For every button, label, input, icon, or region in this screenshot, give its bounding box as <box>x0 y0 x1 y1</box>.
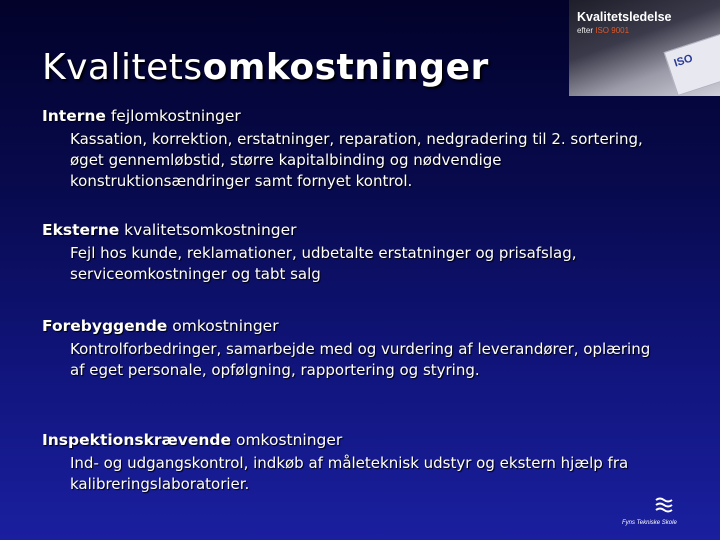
section-heading <box>42 430 662 450</box>
brand-logo <box>569 0 720 96</box>
section-heading-bold: Forebyggende <box>42 317 168 335</box>
section-text: Kassation, korrektion, erstatninger, reparation, nedgradering til 2. sortering, øget gennemløbstid, større kapitalbinding og nødvendige konstruktionsændringer samt fornyet kontrol. <box>70 130 643 190</box>
section-text: Kontrolforbedringer, samarbejde med og vurdering af leverandører, oplæring af eget personale, opfølgning, rapportering og styring. <box>70 340 651 379</box>
slide-title <box>42 46 489 90</box>
wave-logo-icon <box>654 496 676 516</box>
section-heading-rest: omkostninger <box>167 317 279 335</box>
brand-subtitle-prefix: efter <box>577 26 596 35</box>
section-external <box>42 220 662 285</box>
section-heading-rest: fejlomkostninger <box>105 107 241 125</box>
section-heading-bold: Inspektionskrævende <box>42 431 232 449</box>
section-heading-rest: kvalitetsomkostninger <box>119 221 297 239</box>
footer-logo-text: Fyns Tekniske Skole <box>622 520 677 526</box>
iso-stamp: ISO <box>672 52 695 70</box>
section-heading-bold: Interne <box>42 107 106 125</box>
section-inspection <box>42 430 662 495</box>
section-heading-rest: omkostninger <box>231 431 343 449</box>
brand-subtitle-accent: ISO 9001 <box>595 26 630 35</box>
slide-title-light: Kvalitets <box>42 47 203 88</box>
section-preventive <box>42 316 662 381</box>
brand-title: Kvalitetsledelse <box>577 10 672 24</box>
section-text: Ind- og udgangskontrol, indkøb af måleteknisk udstyr og ekstern hjælp fra kalibreringslaboratorier. <box>70 454 629 493</box>
section-internal <box>42 106 662 192</box>
section-heading <box>42 316 662 336</box>
section-heading <box>42 106 662 126</box>
section-text: Fejl hos kunde, reklamationer, udbetalte erstatninger og prisafslag, serviceomkostninger og tabt salg <box>70 244 577 283</box>
slide-title-bold: omkostninger <box>202 47 489 88</box>
footer-logo <box>616 496 696 528</box>
section-heading-bold: Eksterne <box>42 221 120 239</box>
section-heading <box>42 220 662 240</box>
brand-subtitle <box>577 26 629 35</box>
